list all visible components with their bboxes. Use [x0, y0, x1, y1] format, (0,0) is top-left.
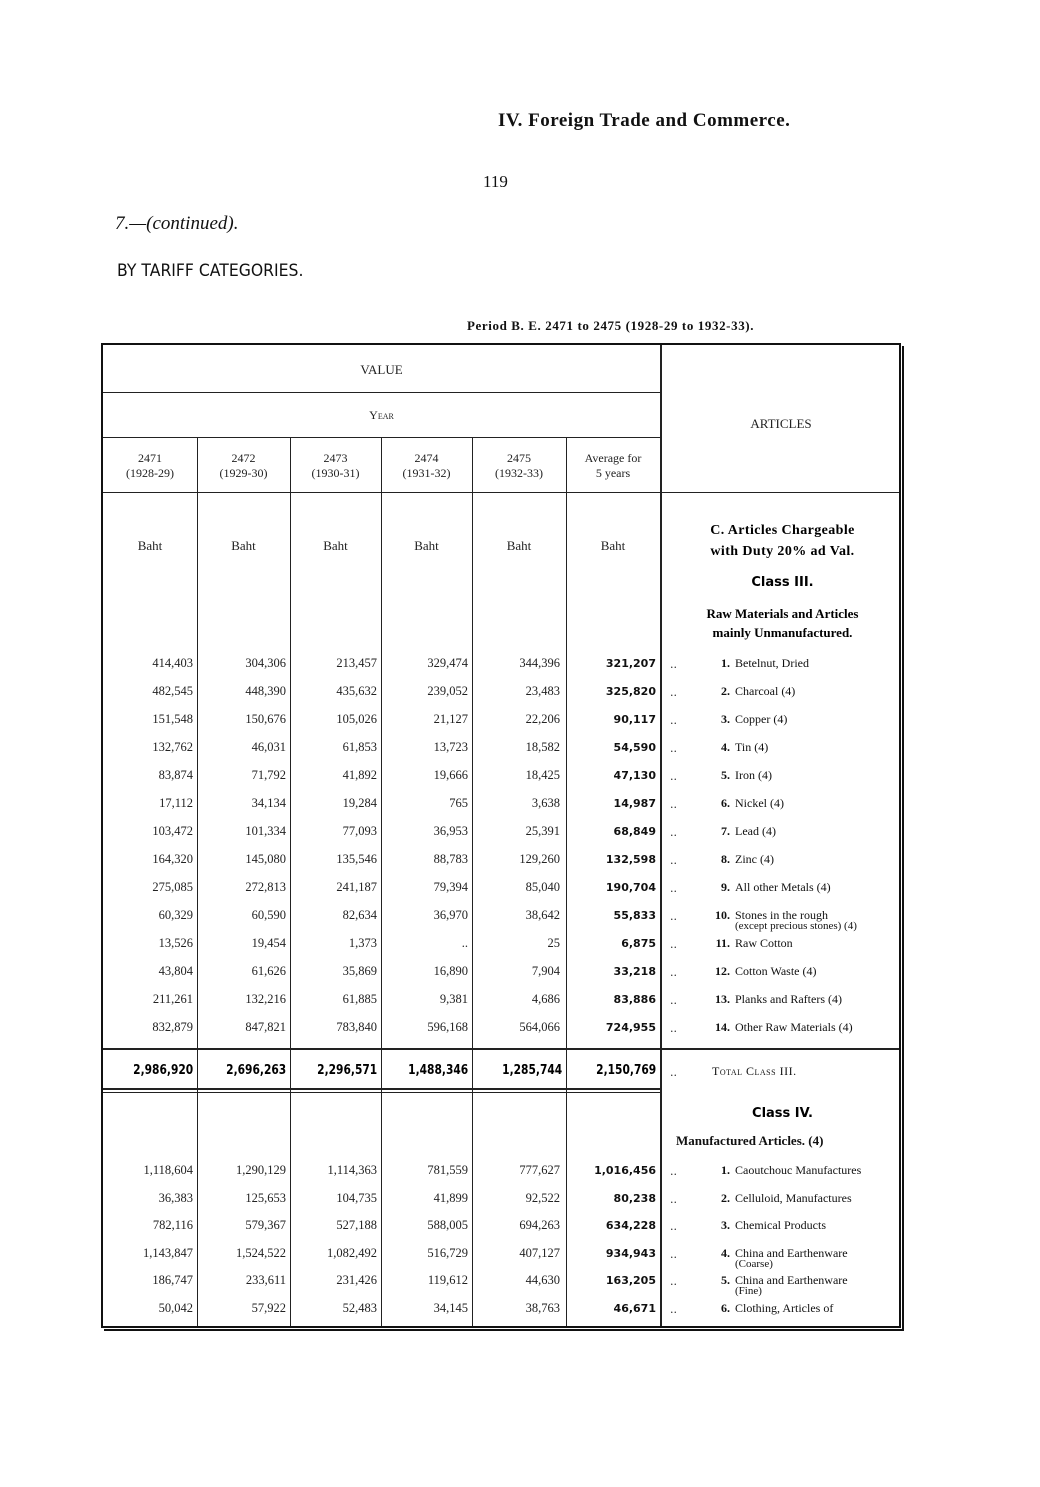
article-name: China and Earthenware: [735, 1273, 848, 1287]
value-cell: 832,879: [152, 1020, 193, 1034]
class-iii-description-line1: Raw Materials and Articles: [706, 606, 859, 621]
article-label: [700, 713, 900, 725]
value-cell: 135,546: [336, 852, 377, 866]
year-label: Average for: [584, 451, 642, 465]
article-label: [700, 881, 900, 893]
value-cell: 1,524,522: [236, 1246, 286, 1260]
article-name-continued: (Coarse): [735, 1258, 773, 1270]
value-cell: 145,080: [245, 852, 286, 866]
table-subtitle: BY TARIFF CATEGORIES.: [117, 261, 304, 281]
article-number: 4.: [721, 1246, 730, 1260]
average-cell: 33,218: [613, 965, 656, 978]
article-number: 11.: [715, 936, 730, 950]
article-number: 7.: [721, 824, 730, 838]
average-cell: 68,849: [613, 825, 656, 838]
value-cell: 41,892: [342, 768, 377, 782]
value-cell: 211,261: [152, 992, 193, 1006]
article-name: Chemical Products: [735, 1218, 826, 1232]
value-cell: 129,260: [519, 852, 560, 866]
value-cell: 17,112: [159, 796, 193, 810]
article-label: [700, 1247, 900, 1270]
article-number: 8.: [721, 852, 730, 866]
value-cell: 1,118,604: [143, 1163, 193, 1177]
unit-label: Baht: [506, 538, 532, 553]
average-cell: 634,228: [605, 1219, 656, 1232]
article-label: [700, 1021, 900, 1033]
article-name: Zinc (4): [735, 852, 774, 866]
unit-label: Baht: [600, 538, 626, 553]
class-iv-description: Manufactured Articles. (4): [676, 1133, 824, 1148]
value-cell: 9,381: [439, 992, 468, 1006]
article-label: [700, 853, 900, 865]
average-cell: 6,875: [621, 937, 656, 950]
header-rule: [103, 492, 899, 493]
value-cell: 132,216: [245, 992, 286, 1006]
article-number: 3.: [721, 1218, 730, 1232]
value-cell: 125,653: [245, 1191, 286, 1205]
average-cell: 934,943: [605, 1247, 656, 1260]
value-cell: 61,626: [251, 964, 286, 978]
average-cell: 163,205: [605, 1274, 656, 1287]
average-cell: 55,833: [613, 909, 656, 922]
article-name: Cotton Waste (4): [735, 964, 817, 978]
value-cell: 3,638: [531, 796, 560, 810]
value-cell: 25,391: [525, 824, 560, 838]
value-cell: 1,373: [348, 936, 377, 950]
value-cell: 21,127: [433, 712, 468, 726]
year-label: 2474: [414, 451, 439, 465]
year-label: 2472: [231, 451, 256, 465]
article-label: [700, 965, 900, 977]
average-cell: 190,704: [605, 881, 656, 894]
value-cell: 19,284: [342, 796, 377, 810]
article-number: 4.: [721, 740, 730, 754]
column-average: [566, 451, 660, 481]
leader-dots: ..: [670, 686, 677, 699]
value-cell: 77,093: [342, 824, 377, 838]
value-cell: 35,869: [342, 964, 377, 978]
class-iii-description-line2: mainly Unmanufactured.: [712, 625, 853, 640]
value-cell: 1,290,129: [236, 1163, 286, 1177]
value-cell: 34,145: [433, 1301, 468, 1315]
value-cell: 132,762: [152, 740, 193, 754]
article-number: 1.: [721, 1163, 730, 1177]
value-cell: 83,874: [158, 768, 193, 782]
article-number: 5.: [721, 1273, 730, 1287]
leader-dots: ..: [670, 966, 677, 979]
value-cell: 36,383: [158, 1191, 193, 1205]
leader-dots: ..: [670, 826, 677, 839]
article-name: Betelnut, Dried: [735, 656, 809, 670]
leader-dots: ..: [670, 1275, 677, 1288]
value-cell: 783,840: [336, 1020, 377, 1034]
value-cell: 448,390: [245, 684, 286, 698]
class-iv-heading: Class IV.: [752, 1106, 813, 1121]
value-cell: 344,396: [519, 656, 560, 670]
article-name: Iron (4): [735, 768, 772, 782]
column-rule: [381, 437, 382, 1326]
value-cell: 79,394: [433, 880, 468, 894]
leader-dots: ..: [670, 658, 677, 671]
column-year-1: [103, 451, 197, 481]
value-cell: 4,686: [531, 992, 560, 1006]
year-span: (1928-29): [126, 466, 174, 480]
article-label: [700, 685, 900, 697]
value-cell: 272,813: [245, 880, 286, 894]
value-cell: 57,922: [251, 1301, 286, 1315]
value-cell: 847,821: [245, 1020, 286, 1034]
value-cell: 25: [547, 936, 560, 950]
section-c-title-line2: with Duty 20% ad Val.: [710, 544, 855, 559]
unit-label: Baht: [231, 538, 256, 553]
value-cell: 34,134: [251, 796, 286, 810]
article-name: All other Metals (4): [735, 880, 831, 894]
page-number: 119: [483, 172, 508, 191]
article-name-continued: (except precious stones) (4): [735, 920, 857, 932]
value-cell: 164,320: [152, 852, 193, 866]
value-cell: 13,526: [158, 936, 193, 950]
article-name: Celluloid, Manufactures: [735, 1191, 852, 1205]
value-cell: 186,747: [152, 1273, 193, 1287]
column-year-3: [290, 451, 381, 481]
value-cell: 105,026: [336, 712, 377, 726]
value-cell: 782,116: [152, 1218, 193, 1232]
value-cell: 119,612: [427, 1273, 468, 1287]
value-cell: 101,334: [245, 824, 286, 838]
total-rule: [103, 1088, 660, 1090]
year-label: 2475: [507, 451, 531, 465]
value-cell: 46,031: [251, 740, 286, 754]
value-cell: 233,611: [245, 1273, 286, 1287]
year-label: 2471: [138, 451, 162, 465]
value-cell: 43,804: [158, 964, 193, 978]
article-number: 6.: [721, 796, 730, 810]
article-name: Copper (4): [735, 712, 788, 726]
value-cell: 36,970: [433, 908, 468, 922]
value-cell: 44,630: [525, 1273, 560, 1287]
total-rule: [103, 1092, 660, 1093]
value-cell: 41,899: [433, 1191, 468, 1205]
period-caption: Period B. E. 2471 to 2475 (1928-29 to 1932-33).: [467, 318, 755, 333]
value-cell: 435,632: [336, 684, 377, 698]
article-name-continued: (Fine): [735, 1285, 762, 1297]
value-cell: 304,306: [245, 656, 286, 670]
value-cell: 13,723: [433, 740, 468, 754]
value-cell: 1,114,363: [327, 1163, 377, 1177]
leader-dots: ..: [670, 1193, 677, 1206]
value-cell: 19,666: [433, 768, 468, 782]
value-cell: 213,457: [336, 656, 377, 670]
average-cell: 724,955: [605, 1021, 656, 1034]
total-value: 1,488,346: [407, 1063, 468, 1078]
leader-dots: ..: [670, 1303, 677, 1316]
year-span: (1929-30): [219, 466, 268, 480]
class-iii-heading: Class III.: [751, 575, 814, 590]
value-cell: 16,890: [433, 964, 468, 978]
leader-dots: ..: [670, 1066, 677, 1079]
value-cell: 61,853: [342, 740, 377, 754]
value-cell: 38,642: [525, 908, 560, 922]
value-cell: 18,425: [525, 768, 560, 782]
year-span: (1931-32): [402, 466, 451, 480]
table-number: 7.—(continued).: [115, 213, 239, 234]
value-cell: 150,676: [245, 712, 286, 726]
value-cell: 275,085: [152, 880, 193, 894]
article-label: [700, 1192, 900, 1204]
value-cell: 588,005: [427, 1218, 468, 1232]
value-cell: 596,168: [427, 1020, 468, 1034]
article-name: Stones in the rough: [735, 908, 828, 922]
value-cell: 564,066: [519, 1020, 560, 1034]
article-label: [700, 769, 900, 781]
value-cell: 85,040: [525, 880, 560, 894]
year-header: Year: [369, 408, 394, 422]
article-label: [700, 1274, 900, 1297]
total-rule: [103, 1048, 899, 1050]
article-label: [700, 1219, 900, 1231]
value-cell: 22,206: [525, 712, 560, 726]
article-number: 14.: [715, 1020, 730, 1034]
article-number: 13.: [715, 992, 730, 1006]
value-cell: 71,792: [251, 768, 286, 782]
average-cell: 47,130: [613, 769, 656, 782]
unit-label: Baht: [323, 538, 348, 553]
article-number: 10.: [715, 908, 730, 922]
article-label: [700, 797, 900, 809]
total-value: 1,285,744: [501, 1063, 562, 1078]
leader-dots: ..: [670, 1165, 677, 1178]
article-number: 9.: [721, 880, 730, 894]
article-label: [700, 937, 900, 949]
column-rule: [566, 437, 567, 1326]
leader-dots: ..: [670, 994, 677, 1007]
average-cell: 1,016,456: [594, 1164, 656, 1177]
average-cell: 83,886: [613, 993, 656, 1006]
value-cell: 329,474: [427, 656, 468, 670]
total-value: 2,696,263: [225, 1063, 286, 1078]
value-cell: 781,559: [427, 1163, 468, 1177]
article-name: Tin (4): [735, 740, 769, 754]
total-class-iii-label: Total Class III.: [712, 1064, 797, 1078]
value-cell: 36,953: [433, 824, 468, 838]
average-cell: 46,671: [613, 1302, 656, 1315]
value-cell: 82,634: [342, 908, 377, 922]
value-cell: 92,522: [525, 1191, 560, 1205]
unit-label: Baht: [414, 538, 439, 553]
value-cell: 38,763: [525, 1301, 560, 1315]
column-rule: [472, 437, 473, 1326]
leader-dots: ..: [670, 742, 677, 755]
year-span: 5 years: [595, 466, 631, 480]
average-cell: 90,117: [613, 713, 656, 726]
total-value: 2,986,920: [132, 1063, 193, 1078]
value-cell: 61,885: [342, 992, 377, 1006]
article-name: China and Earthenware: [735, 1246, 848, 1260]
value-cell: 516,729: [427, 1246, 468, 1260]
value-cell: 19,454: [251, 936, 286, 950]
leader-dots: ..: [670, 770, 677, 783]
article-name: Clothing, Articles of: [735, 1301, 834, 1315]
section-heading: IV. Foreign Trade and Commerce.: [498, 110, 791, 131]
article-number: 2.: [721, 684, 730, 698]
leader-dots: ..: [670, 1022, 677, 1035]
leader-dots: ..: [670, 1248, 677, 1261]
article-number: 6.: [721, 1301, 730, 1315]
value-cell: 52,483: [342, 1301, 377, 1315]
value-cell: 151,548: [152, 712, 193, 726]
article-label: [700, 1302, 900, 1314]
value-cell: 765: [449, 796, 468, 810]
average-cell: 321,207: [605, 657, 656, 670]
leader-dots: ..: [670, 882, 677, 895]
class-iii-description: [665, 604, 900, 642]
year-span: (1932-33): [495, 466, 543, 480]
leader-dots: ..: [670, 714, 677, 727]
average-cell: 325,820: [605, 685, 656, 698]
total-value: 2,150,769: [595, 1063, 656, 1078]
value-cell: ..: [461, 936, 468, 950]
value-cell: 231,426: [336, 1273, 377, 1287]
average-cell: 132,598: [605, 853, 656, 866]
article-name: Lead (4): [735, 824, 776, 838]
value-cell: 60,590: [251, 908, 286, 922]
value-cell: 527,188: [336, 1218, 377, 1232]
value-cell: 407,127: [519, 1246, 560, 1260]
article-label: [700, 909, 900, 932]
article-name: Other Raw Materials (4): [735, 1020, 853, 1034]
value-cell: 1,143,847: [143, 1246, 193, 1260]
section-c-title-line1: C. Articles Chargeable: [710, 523, 855, 538]
leader-dots: ..: [670, 1220, 677, 1233]
value-cell: 50,042: [158, 1301, 193, 1315]
column-rule: [290, 437, 291, 1326]
value-cell: 104,735: [336, 1191, 377, 1205]
articles-header: ARTICLES: [750, 416, 812, 431]
column-year-4: [381, 451, 472, 481]
article-name: Raw Cotton: [735, 936, 793, 950]
column-rule: [197, 437, 198, 1326]
article-number: 5.: [721, 768, 730, 782]
article-name: Charcoal (4): [735, 684, 796, 698]
average-cell: 80,238: [613, 1192, 656, 1205]
unit-label: Baht: [137, 538, 163, 553]
average-cell: 54,590: [613, 741, 656, 754]
value-cell: 414,403: [152, 656, 193, 670]
article-label: [700, 741, 900, 753]
column-year-5: [472, 451, 566, 481]
article-label: [700, 1164, 900, 1176]
article-number: 12.: [715, 964, 730, 978]
article-label: [700, 993, 900, 1005]
leader-dots: ..: [670, 938, 677, 951]
article-name: Planks and Rafters (4): [735, 992, 842, 1006]
value-cell: 239,052: [427, 684, 468, 698]
value-cell: 1,082,492: [327, 1246, 377, 1260]
year-label: 2473: [323, 451, 348, 465]
article-label: [700, 657, 900, 669]
value-cell: 103,472: [152, 824, 193, 838]
article-name: Caoutchouc Manufactures: [735, 1163, 862, 1177]
value-cell: 18,582: [525, 740, 560, 754]
value-cell: 241,187: [336, 880, 377, 894]
article-name: Nickel (4): [735, 796, 784, 810]
leader-dots: ..: [670, 798, 677, 811]
column-year-2: [197, 451, 290, 481]
value-cell: 7,904: [531, 964, 560, 978]
value-header: VALUE: [360, 362, 403, 377]
value-cell: 777,627: [519, 1163, 560, 1177]
average-cell: 14,987: [613, 797, 656, 810]
value-cell: 694,263: [519, 1218, 560, 1232]
year-span: (1930-31): [311, 466, 360, 480]
article-label: [700, 825, 900, 837]
value-cell: 23,483: [525, 684, 560, 698]
header-rule: [103, 437, 660, 438]
article-number: 1.: [721, 656, 730, 670]
leader-dots: ..: [670, 854, 677, 867]
article-number: 3.: [721, 712, 730, 726]
value-cell: 579,367: [245, 1218, 286, 1232]
total-value: 2,296,571: [316, 1063, 377, 1078]
value-cell: 88,783: [433, 852, 468, 866]
value-cell: 482,545: [152, 684, 193, 698]
header-rule: [103, 392, 660, 393]
leader-dots: ..: [670, 910, 677, 923]
article-number: 2.: [721, 1191, 730, 1205]
section-c-title: [665, 520, 900, 562]
value-cell: 60,329: [158, 908, 193, 922]
